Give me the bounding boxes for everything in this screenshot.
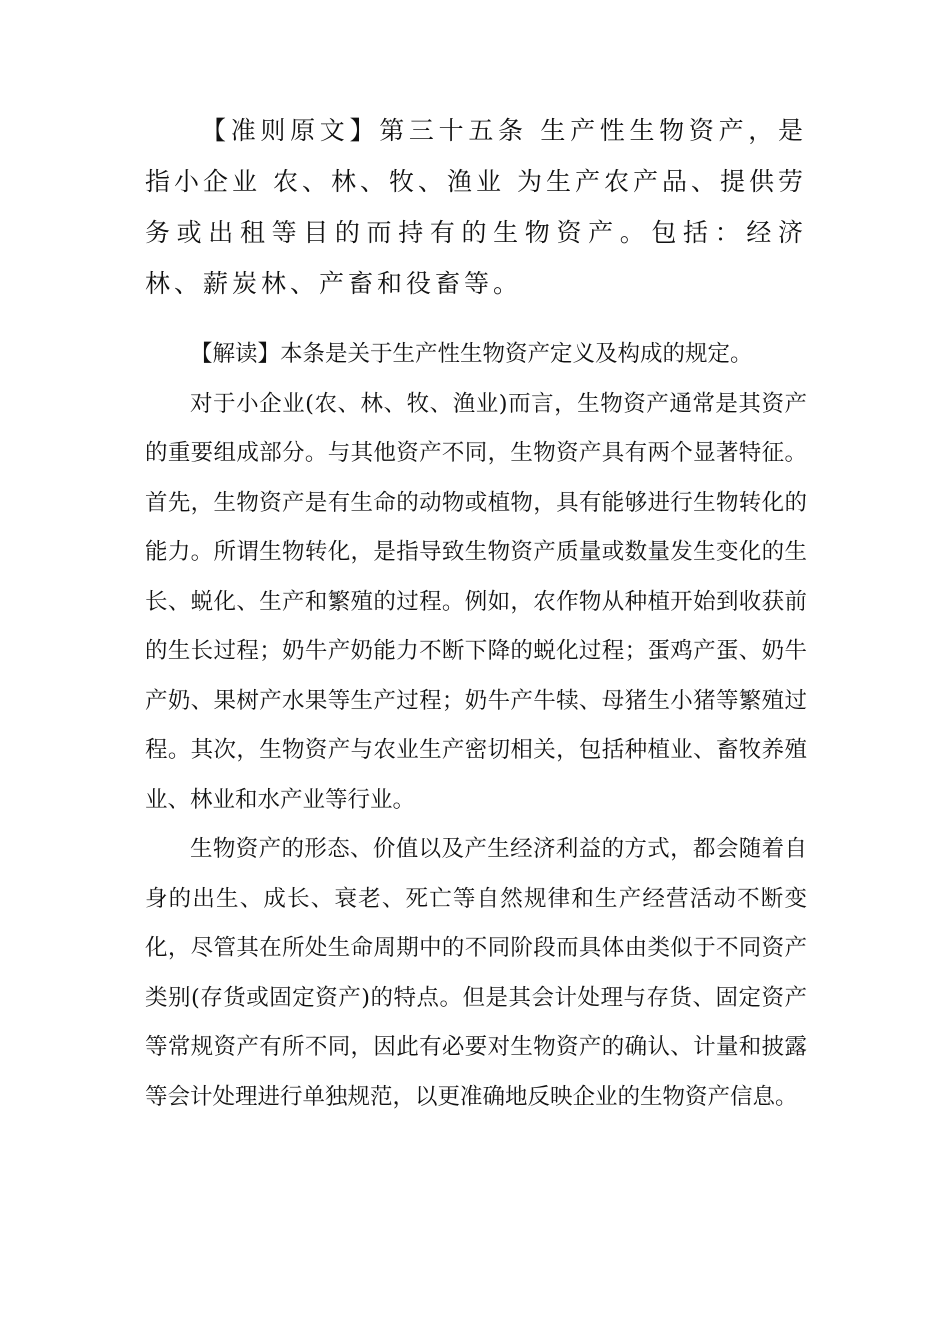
interpretation-paragraph-biological-features: 对于小企业(农、林、牧、渔业)而言，生物资产通常是其资产的重要组成部分。与其他资产不同，生物资产具有两个显著特征。首先，生物资产是有生命的动物或植物，具有能够进行生物转化的能力。所谓生物转化，是指导致生物资产质量或数量发生变化的生长、蜕化、生产和繁殖的过程。例如，农作物从种植开始到收获前的生长过程；奶牛产奶能力不断下降的蜕化过程；蛋鸡产蛋、奶牛产奶、果树产水果等生产过程；奶牛产牛犊、母猪生小猪等繁殖过程。其次，生物资产与农业生产密切相关，包括种植业、畜牧养殖业、林业和水产业等行业。 [145, 390, 807, 813]
interpretation-paragraph-accounting-treatment: 生物资产的形态、价值以及产生经济利益的方式，都会随着自身的出生、成长、衰老、死亡等自然规律和生产经营活动不断变化，尽管其在所处生命周期中的不同阶段而具体由类似于不同资产类别(存货或固定资产)的特点。但是其会计处理与存货、固定资产等常规资产有所不同，因此有必要对生物资产的确认、计量和披露等会计处理进行单独规范，以更准确地反映企业的生物资产信息。 [145, 836, 807, 1110]
standard-article-paragraph: 【准则原文】第三十五条 生产性生物资产，是指小企业 农、林、牧、渔业 为生产农产品、提供劳务或出租等目的而持有的生物资产。包括：经济林、薪炭林、产畜和役畜等。 [145, 116, 807, 298]
interpretation-lead-paragraph: 【解读】本条是关于生产性生物资产定义及构成的规定。 [190, 341, 753, 367]
document-body [145, 105, 807, 1122]
